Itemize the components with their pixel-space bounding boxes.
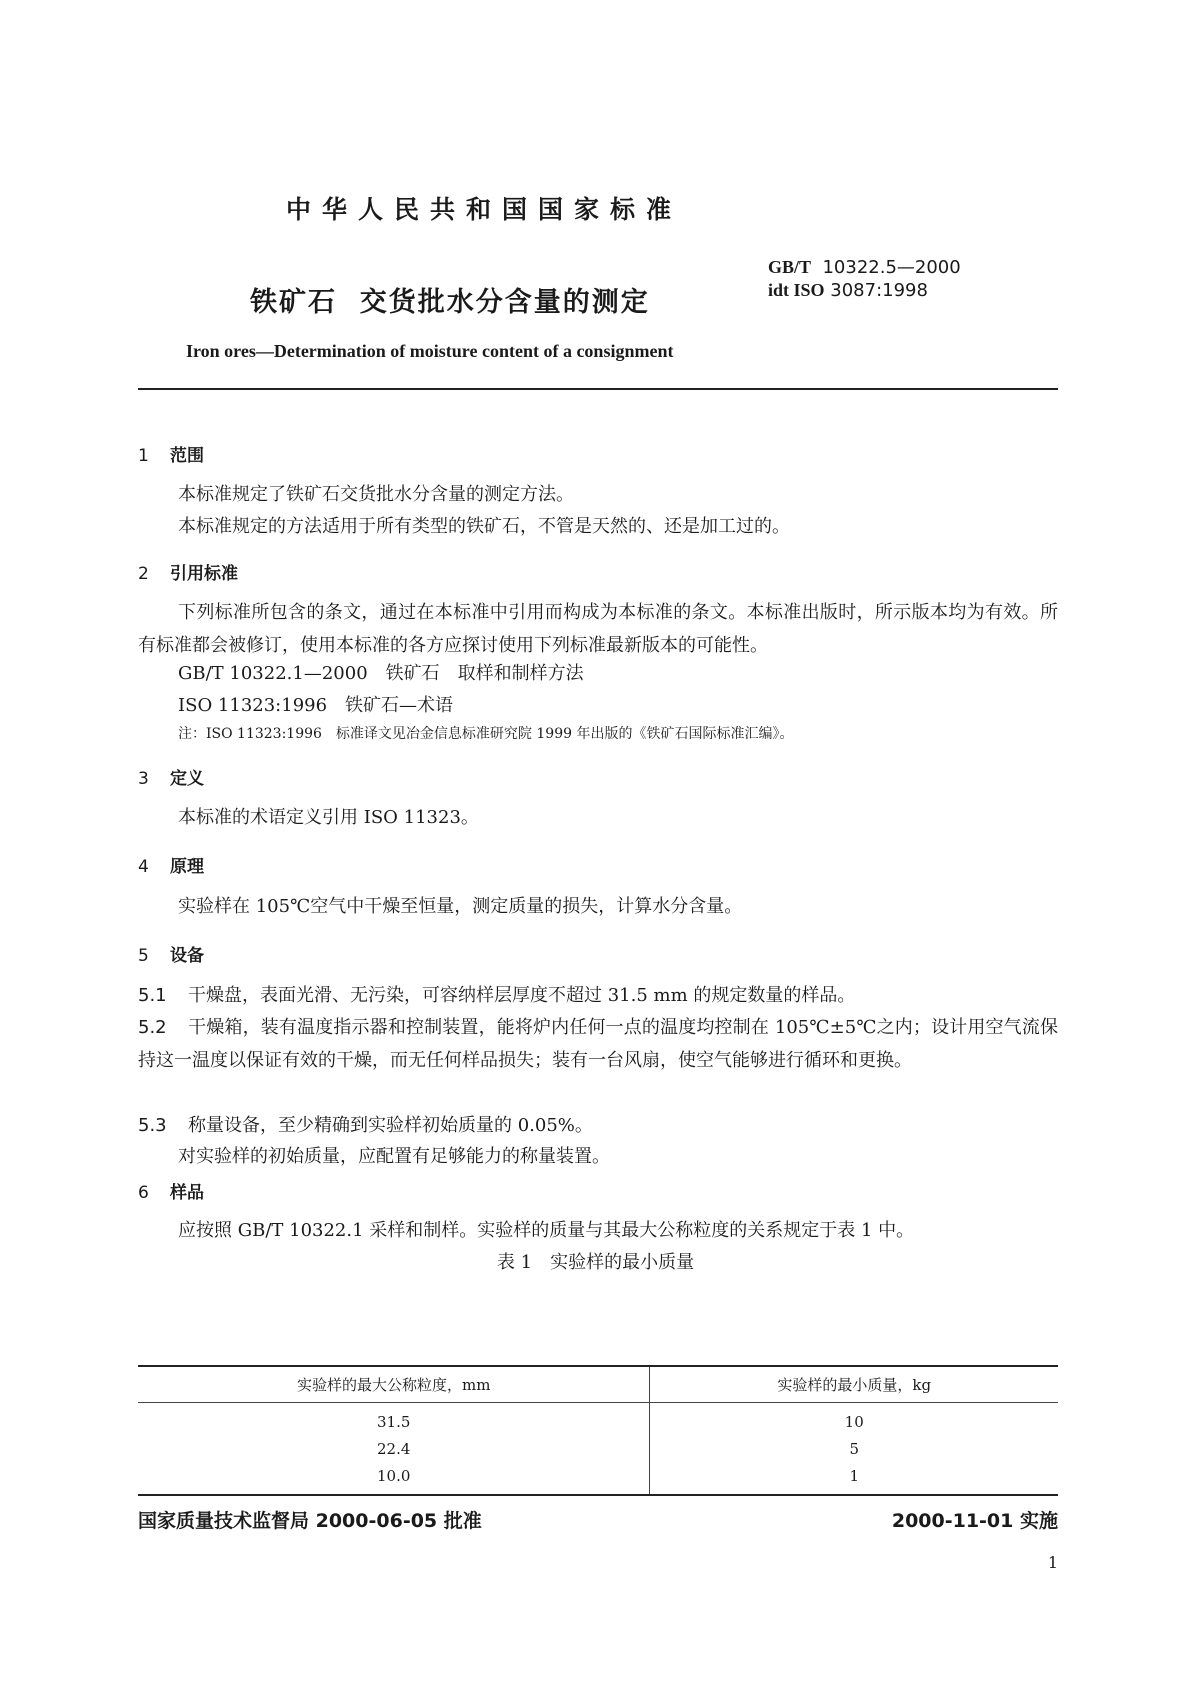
- table-cell: 31.5: [377, 1412, 411, 1431]
- effective-date: 2000-11-01 实施: [891, 1510, 1058, 1532]
- s2-note: 注：ISO 11323:1996 标准译文见冶金信息标准研究院 1999 年出版的《铁矿石国际标准汇编》。: [178, 726, 794, 742]
- s1-paragraph-2: 本标准规定的方法适用于所有类型的铁矿石，不管是天然的、还是加工过的。: [178, 516, 790, 537]
- document-title-en: Iron ores—Determination of moisture content of a consignment: [186, 341, 674, 361]
- standard-number: 10322.5—2000: [822, 257, 961, 278]
- page-number: 1: [1047, 1553, 1058, 1572]
- section-heading-1: 1 范围: [138, 446, 204, 466]
- min-mass-table: [138, 1365, 1058, 1496]
- section-heading-5: 5 设备: [138, 946, 204, 966]
- section-heading-6: 6 样品: [138, 1183, 204, 1203]
- table-cell: 5: [650, 1435, 1058, 1462]
- s5-item-3: 5.3 称量设备，至少精确到实验样初始质量的 0.05%。: [138, 1115, 593, 1136]
- table-header-cell: 实验样的最小质量，kg: [650, 1366, 1058, 1403]
- s5-item-1: 5.1 干燥盘，表面光滑、无污染，可容纳样层厚度不超过 31.5 mm 的规定数量的样品。: [138, 985, 856, 1006]
- idt-number: 3087:1998: [830, 280, 928, 301]
- header-divider: [138, 388, 1058, 390]
- table-cell: 10: [650, 1403, 1058, 1436]
- document-title-cn: 铁矿石 交货批水分含量的测定: [250, 287, 650, 318]
- s4-paragraph-1: 实验样在 105℃空气中干燥至恒量，测定质量的损失，计算水分含量。: [178, 896, 743, 917]
- s2-reference-2: ISO 11323:1996 铁矿石—术语: [178, 695, 454, 716]
- standard-code-block: [768, 256, 961, 302]
- table-header-cell: 实验样的最大公称粒度，mm: [138, 1366, 650, 1403]
- section-heading-3: 3 定义: [138, 769, 204, 789]
- table-row: [138, 1435, 1058, 1462]
- national-standard-heading: 中华人民共和国国家标准: [286, 195, 683, 224]
- table-cell: 10.0: [377, 1466, 411, 1485]
- table-row: [138, 1462, 1058, 1495]
- table-cell: 1: [650, 1462, 1058, 1495]
- section-heading-4: 4 原理: [138, 857, 204, 877]
- s1-paragraph-1: 本标准规定了铁矿石交货批水分含量的测定方法。: [178, 484, 574, 505]
- section-heading-2: 2 引用标准: [138, 564, 238, 584]
- s5-item-3-paragraph: 对实验样的初始质量，应配置有足够能力的称量装置。: [178, 1146, 610, 1167]
- table-caption: 表 1 实验样的最小质量: [496, 1252, 695, 1273]
- s2-paragraph-1: 下列标准所包含的条文，通过在本标准中引用而构成为本标准的条文。本标准出版时，所示版本均为有效。所有标准都会被修订，使用本标准的各方应探讨使用下列标准最新版本的可能性。: [138, 602, 1058, 656]
- s3-paragraph-1: 本标准的术语定义引用 ISO 11323。: [178, 807, 479, 828]
- approval-line: 国家质量技术监督局 2000-06-05 批准: [138, 1510, 482, 1532]
- s6-paragraph-1: 应按照 GB/T 10322.1 采样和制样。实验样的质量与其最大公称粒度的关系规定于表 1 中。: [178, 1220, 915, 1241]
- code-prefix: GB/T: [768, 257, 812, 277]
- table-cell: 22.4: [377, 1439, 411, 1458]
- idt-prefix: idt ISO: [768, 280, 825, 300]
- s2-reference-1: GB/T 10322.1—2000 铁矿石 取样和制样方法: [178, 663, 584, 684]
- footer-divider: [138, 1494, 1058, 1496]
- s5-item-2: 5.2 干燥箱，装有温度指示器和控制装置，能将炉内任何一点的温度均控制在 105℃±5℃之内；设计用空气流保持这一温度以保证有效的干燥，而无任何样品损失；装有一台风扇，使空气能够进行循环和更换。: [138, 1017, 1058, 1071]
- table-row: [138, 1403, 1058, 1436]
